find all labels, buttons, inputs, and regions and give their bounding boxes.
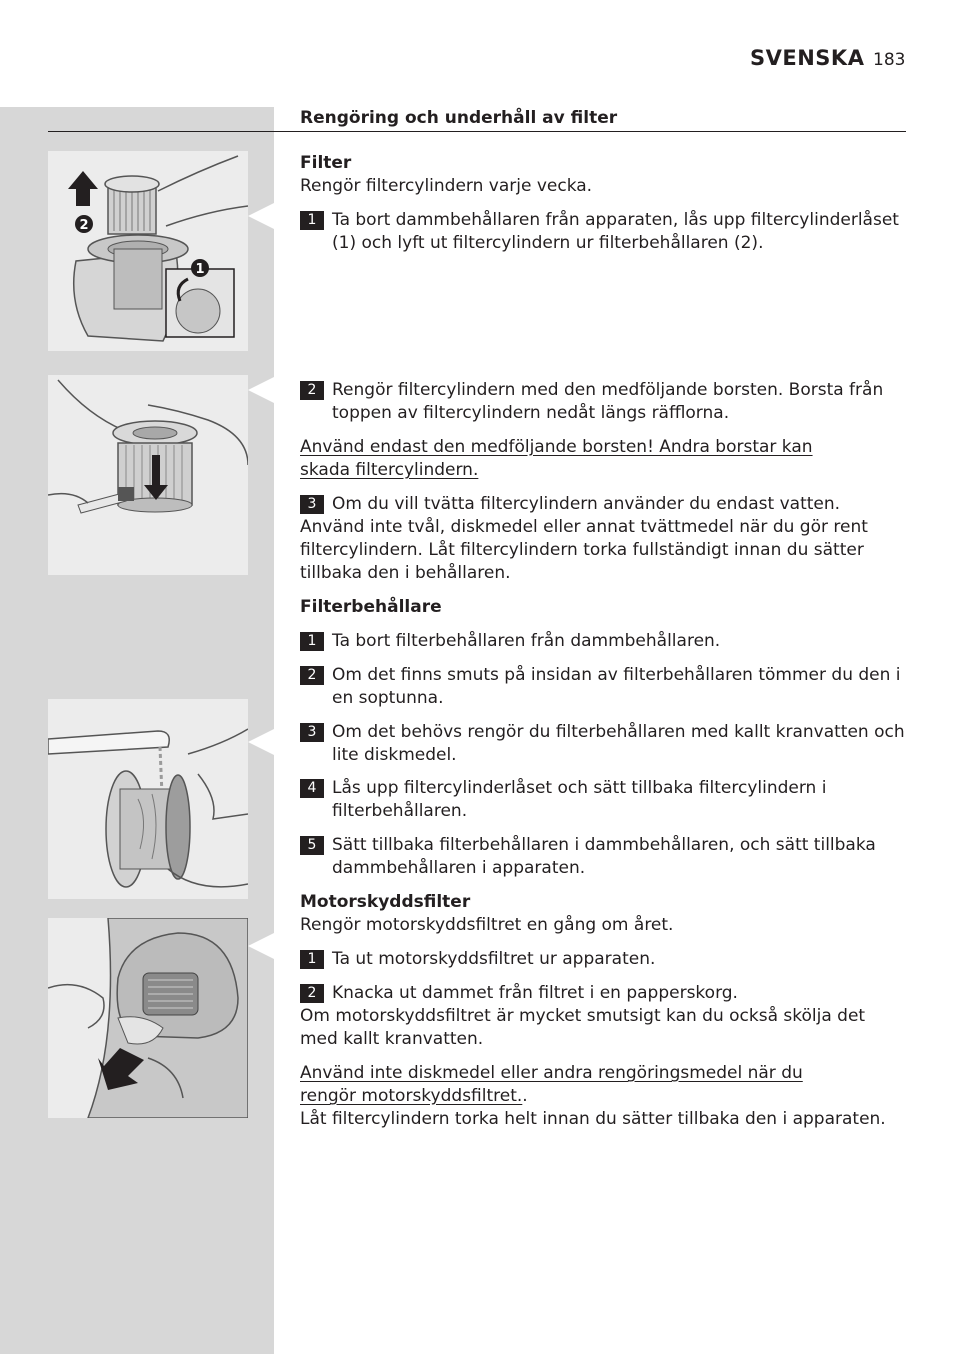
filter-heading: Filter <box>300 153 352 173</box>
motorskyddsfilter-step-2 <box>300 982 906 1005</box>
figure-pointer <box>248 377 274 403</box>
figure-brush-filter <box>48 375 248 575</box>
step-number: 2 <box>300 666 324 685</box>
filterbehallare-step-4 <box>300 777 906 823</box>
filterbehallare-step-1 <box>300 630 906 653</box>
section-title: Rengöring och underhåll av filter <box>300 108 618 128</box>
warning-period: . <box>522 1086 528 1106</box>
figure-pointer <box>248 729 274 755</box>
step-number: 2 <box>300 984 324 1003</box>
filter-step-2 <box>300 379 906 425</box>
step-text: Sätt tillbaka filterbehållaren i dammbehållaren, och sätt tillbaka dammbehållaren i apparaten. <box>332 835 876 878</box>
filter-warning: Använd endast den medföljande borsten! Andra borstar kan skada filtercylindern. <box>300 437 813 480</box>
motorskyddsfilter-warning: Använd inte diskmedel eller andra rengöringsmedel när du rengör motorskyddsfiltret. <box>300 1063 803 1106</box>
step-number: 1 <box>300 632 324 651</box>
step-number: 1 <box>300 211 324 230</box>
filterbehallare-step-5 <box>300 834 906 880</box>
figure-remove-filter <box>48 151 248 351</box>
step-text: Lås upp filtercylinderlåset och sätt tillbaka filtercylindern i filterbehållaren. <box>332 778 827 821</box>
figure-motor-filter <box>48 918 248 1118</box>
motorskyddsfilter-note: Om motorskyddsfiltret är mycket smutsigt kan du också skölja det med kallt kranvatten. <box>300 1006 866 1049</box>
step-number: 1 <box>300 950 324 969</box>
step-number: 5 <box>300 836 324 855</box>
figure-rinse-container <box>48 699 248 899</box>
filter-step-1 <box>300 209 906 255</box>
step-text: Ta ut motorskyddsfiltret ur apparaten. <box>332 949 656 969</box>
figure-pointer <box>248 203 274 229</box>
section-divider <box>48 131 906 132</box>
filterbehallare-step-2 <box>300 664 906 710</box>
step-text: Knacka ut dammet från filtret i en papperskorg. <box>332 983 738 1003</box>
motorskyddsfilter-heading: Motorskyddsfilter <box>300 892 471 912</box>
step-text: Om det behövs rengör du filterbehållaren med kallt kranvatten och lite diskmedel. <box>332 722 905 765</box>
step-text: Rengör filtercylindern med den medföljande borsten. Borsta från toppen av filtercylindern nedåt längs räfflorna. <box>332 380 884 423</box>
language-label: SVENSKA <box>750 46 865 70</box>
figure-label-2: 2 <box>79 218 89 233</box>
filterbehallare-step-3 <box>300 721 906 767</box>
filterbehallare-heading: Filterbehållare <box>300 597 442 617</box>
motorskyddsfilter-warning-block <box>300 1062 860 1108</box>
step-number: 2 <box>300 381 324 400</box>
motorskyddsfilter-final-note: Låt filtercylindern torka helt innan du sätter tillbaka den i apparaten. <box>300 1109 886 1129</box>
motorskyddsfilter-step-1 <box>300 948 906 971</box>
filter-step-3 <box>300 493 906 516</box>
page-number: 183 <box>873 50 906 70</box>
filter-intro: Rengör filtercylindern varje vecka. <box>300 176 593 196</box>
figure-pointer <box>248 933 274 959</box>
step-number: 3 <box>300 723 324 742</box>
step-text: Ta bort dammbehållaren från apparaten, lås upp filtercylinderlåset (1) och lyft ut filtercylindern ur filterbehållaren (2). <box>332 210 899 253</box>
step-text: Ta bort filterbehållaren från dammbehållaren. <box>332 631 721 651</box>
step-number: 3 <box>300 495 324 514</box>
step-number: 4 <box>300 779 324 798</box>
motorskyddsfilter-intro: Rengör motorskyddsfiltret en gång om året. <box>300 915 674 935</box>
figure-label-1: 1 <box>195 262 205 277</box>
step-text: Om det finns smuts på insidan av filterbehållaren tömmer du den i en soptunna. <box>332 665 901 708</box>
step-text: Om du vill tvätta filtercylindern använder du endast vatten. <box>332 494 841 514</box>
filter-note: Använd inte tvål, diskmedel eller annat tvättmedel när du gör rent filtercylindern. Låt filtercylindern torka fullständigt innan du sätter tillbaka den i behållaren. <box>300 517 868 583</box>
